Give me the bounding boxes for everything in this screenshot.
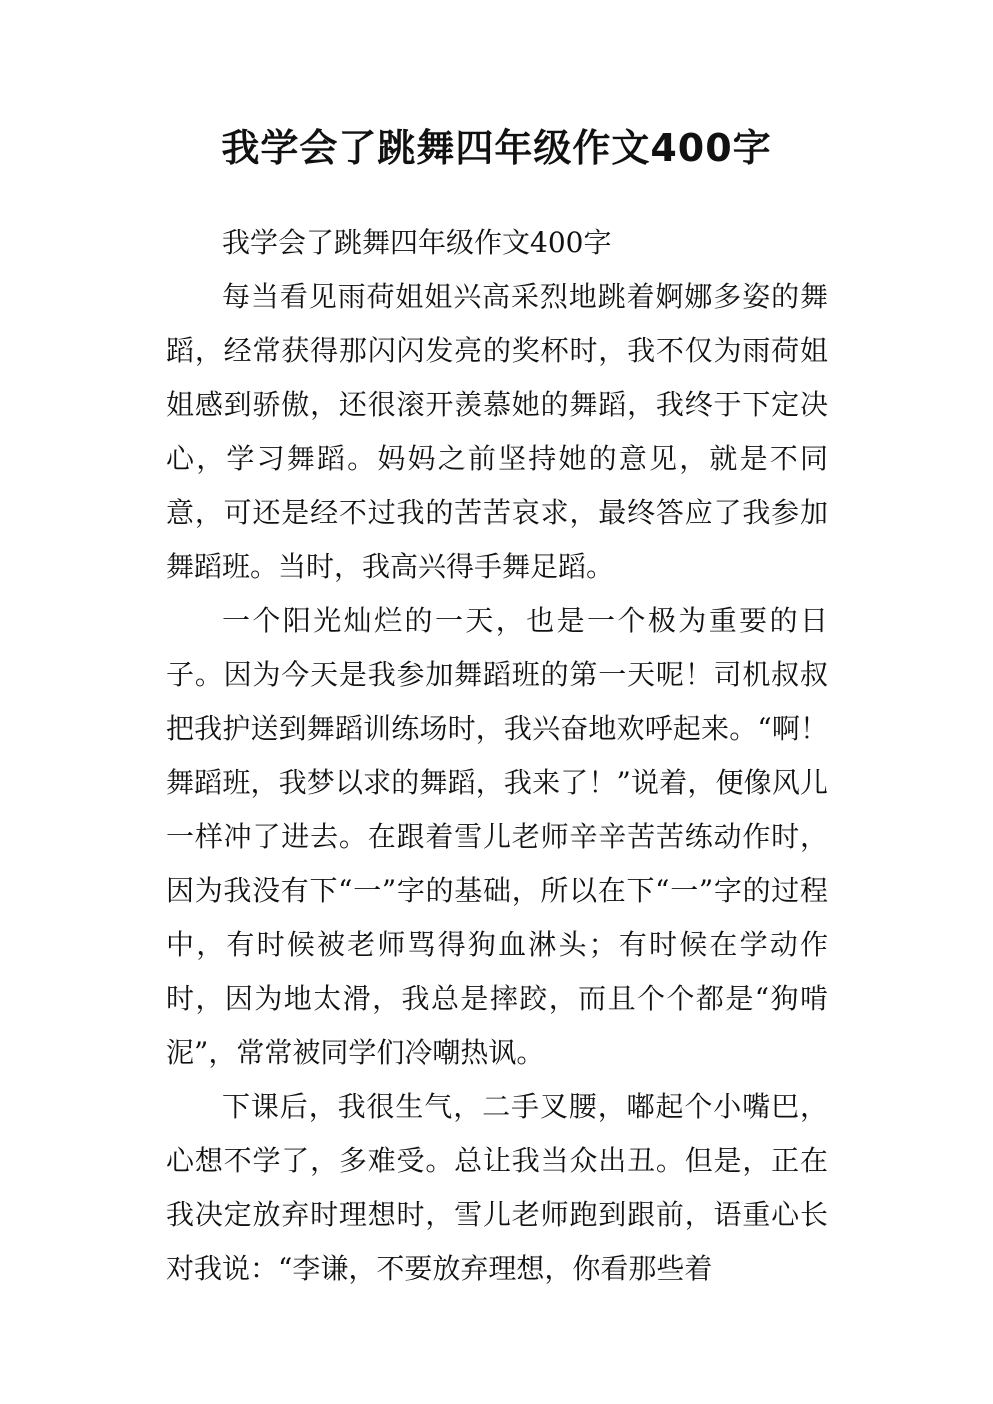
document-title: 我学会了跳舞四年级作文400字: [221, 126, 772, 170]
paragraph-subtitle: 我学会了跳舞四年级作文400字: [222, 226, 612, 259]
document-body: [166, 216, 828, 1296]
paragraph: 每当看见雨荷姐姐兴高采烈地跳着婀娜多姿的舞蹈，经常获得那闪闪发亮的奖杯时，我不仅为雨荷姐姐感到骄傲，还很滚开羡慕她的舞蹈，我终于下定决心，学习舞蹈。妈妈之前坚持她的意见，就是不同意，可还是经不过我的苦苦哀求，最终答应了我参加舞蹈班。当时，我高兴得手舞足蹈。: [166, 280, 828, 583]
paragraph: 下课后，我很生气，二手叉腰，嘟起个小嘴巴，心想不学了，多难受。总让我当众出丑。但是，正在我决定放弃时理想时，雪儿老师跑到跟前，语重心长对我说：“李谦，不要放弃理想，你看那些着: [166, 1090, 828, 1285]
paragraph: 一个阳光灿烂的一天，也是一个极为重要的日子。因为今天是我参加舞蹈班的第一天呢！司机叔叔把我护送到舞蹈训练场时，我兴奋地欢呼起来。“啊！舞蹈班，我梦以求的舞蹈，我来了！”说着，便像风儿一样冲了进去。在跟着雪儿老师辛辛苦苦练动作时，因为我没有下“一”字的基础，所以在下“一”字的过程中，有时候被老师骂得狗血淋头；有时候在学动作时，因为地太滑，我总是摔跤，而且个个都是“狗啃泥”，常常被同学们冷嘲热讽。: [166, 604, 828, 1069]
